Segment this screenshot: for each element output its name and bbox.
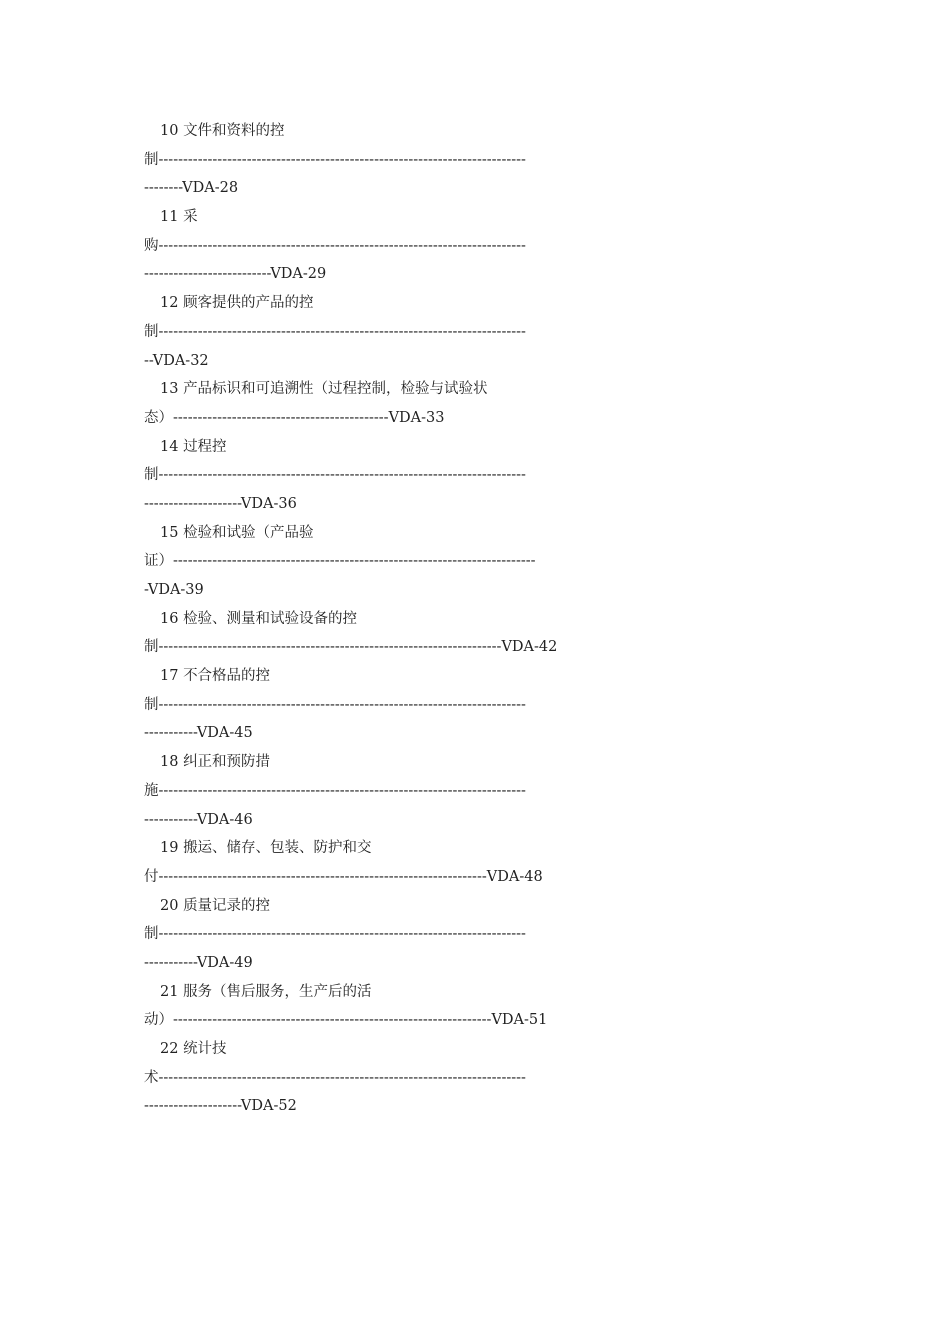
toc-entry bbox=[144, 662, 809, 748]
toc-entry-title-line bbox=[144, 433, 809, 462]
toc-entry-leader-line: --------VDA-28 bbox=[144, 180, 239, 197]
toc-entry-title-line bbox=[144, 289, 809, 318]
toc-entry-leader-line: 证）-------------------------------------------------------------------------- bbox=[144, 553, 536, 570]
toc-entry-leader-line: 制--------------------------------------------------------------------------- bbox=[144, 323, 526, 340]
toc-entry-title: 纠正和预防措 bbox=[183, 754, 271, 771]
toc-entry-number: 16 bbox=[160, 610, 179, 627]
toc-entry-title: 检验、测量和试验设备的控 bbox=[183, 610, 358, 627]
toc-entry-number: 20 bbox=[160, 897, 179, 914]
toc-entry-title: 服务（售后服务，生产后的活 bbox=[183, 983, 372, 1000]
toc-entry-title: 检验和试验（产品验 bbox=[183, 524, 314, 541]
toc-entry-number: 21 bbox=[160, 983, 179, 1000]
toc-entry-number: 19 bbox=[160, 840, 179, 857]
toc-entry-title: 统计技 bbox=[183, 1041, 227, 1057]
toc-entry bbox=[144, 978, 809, 1035]
toc-entry-leader-line: -----------VDA-49 bbox=[144, 954, 253, 971]
toc-entry-number: 11 bbox=[160, 209, 179, 226]
toc-entry bbox=[144, 117, 809, 203]
toc-entry-title: 过程控 bbox=[183, 438, 227, 455]
toc-entry-leader-line: 术--------------------------------------------------------------------------- bbox=[144, 1069, 526, 1086]
toc-entry-leader-line: 制--------------------------------------------------------------------------- bbox=[144, 467, 526, 484]
toc-entry bbox=[144, 834, 809, 891]
toc-entry-title: 采 bbox=[183, 209, 198, 226]
toc-entry-leader-line: 施--------------------------------------------------------------------------- bbox=[144, 782, 526, 799]
toc-entry-leader-line: -VDA-39 bbox=[144, 582, 204, 598]
toc-entry-title-line bbox=[144, 605, 809, 634]
toc-entry-title-line bbox=[144, 978, 809, 1007]
toc-entry-title-line bbox=[144, 375, 809, 404]
toc-entry-leader-line: 态）--------------------------------------------VDA-33 bbox=[144, 409, 445, 426]
toc-entry-leader-line: 制--------------------------------------------------------------------------- bbox=[144, 696, 526, 713]
toc-entry-leader-line: --------------------VDA-52 bbox=[144, 1098, 297, 1115]
toc-entry-number: 18 bbox=[160, 754, 179, 771]
toc-entry-title: 不合格品的控 bbox=[183, 668, 271, 685]
toc-entry-title-line bbox=[144, 117, 809, 146]
toc-entry-number: 12 bbox=[160, 295, 179, 312]
toc-entry-leader-line: -----------VDA-45 bbox=[144, 725, 253, 742]
toc-entry-title-line bbox=[144, 203, 809, 232]
table-of-contents bbox=[144, 117, 809, 1121]
toc-entry bbox=[144, 519, 809, 605]
toc-entry-number: 10 bbox=[160, 123, 179, 139]
toc-entry-leader-line: 制--------------------------------------------------------------------------- bbox=[144, 151, 526, 168]
toc-entry-title-line bbox=[144, 834, 809, 863]
toc-entry-leader-line: 制--------------------------------------------------------------------------- bbox=[144, 926, 526, 943]
toc-entry-number: 22 bbox=[160, 1041, 179, 1057]
toc-entry-title: 搬运、储存、包装、防护和交 bbox=[183, 840, 372, 857]
toc-entry-number: 17 bbox=[160, 668, 179, 685]
toc-entry bbox=[144, 605, 809, 662]
toc-entry-title: 质量记录的控 bbox=[183, 897, 271, 914]
toc-entry-title-line bbox=[144, 519, 809, 548]
toc-entry-leader-line: --------------------------VDA-29 bbox=[144, 266, 327, 283]
toc-entry bbox=[144, 375, 809, 432]
toc-entry-leader-line: 动）-----------------------------------------------------------------VDA-51 bbox=[144, 1012, 548, 1029]
toc-entry bbox=[144, 748, 809, 834]
toc-entry-title: 顾客提供的产品的控 bbox=[183, 295, 314, 312]
toc-entry-leader-line: -----------VDA-46 bbox=[144, 811, 253, 828]
toc-entry-title-line bbox=[144, 748, 809, 777]
toc-entry-title-line bbox=[144, 892, 809, 921]
toc-entry bbox=[144, 1035, 809, 1121]
toc-entry bbox=[144, 433, 809, 519]
toc-entry-title-line bbox=[144, 1035, 809, 1064]
toc-entry-leader-line: 制----------------------------------------------------------------------VDA-42 bbox=[144, 639, 558, 656]
toc-entry-leader-line: 付-------------------------------------------------------------------VDA-48 bbox=[144, 868, 543, 885]
toc-entry-number: 14 bbox=[160, 438, 179, 455]
toc-entry-number: 13 bbox=[160, 381, 179, 398]
toc-entry bbox=[144, 892, 809, 978]
toc-entry-number: 15 bbox=[160, 524, 179, 541]
toc-entry-leader-line: 购--------------------------------------------------------------------------- bbox=[144, 237, 526, 254]
toc-entry-leader-line: --VDA-32 bbox=[144, 352, 209, 369]
toc-entry-title: 文件和资料的控 bbox=[183, 123, 285, 139]
toc-entry bbox=[144, 203, 809, 289]
toc-entry bbox=[144, 289, 809, 375]
toc-entry-leader-line: --------------------VDA-36 bbox=[144, 495, 297, 512]
toc-entry-title-line bbox=[144, 662, 809, 691]
toc-entry-title: 产品标识和可追溯性（过程控制，检验与试验状 bbox=[183, 381, 488, 398]
